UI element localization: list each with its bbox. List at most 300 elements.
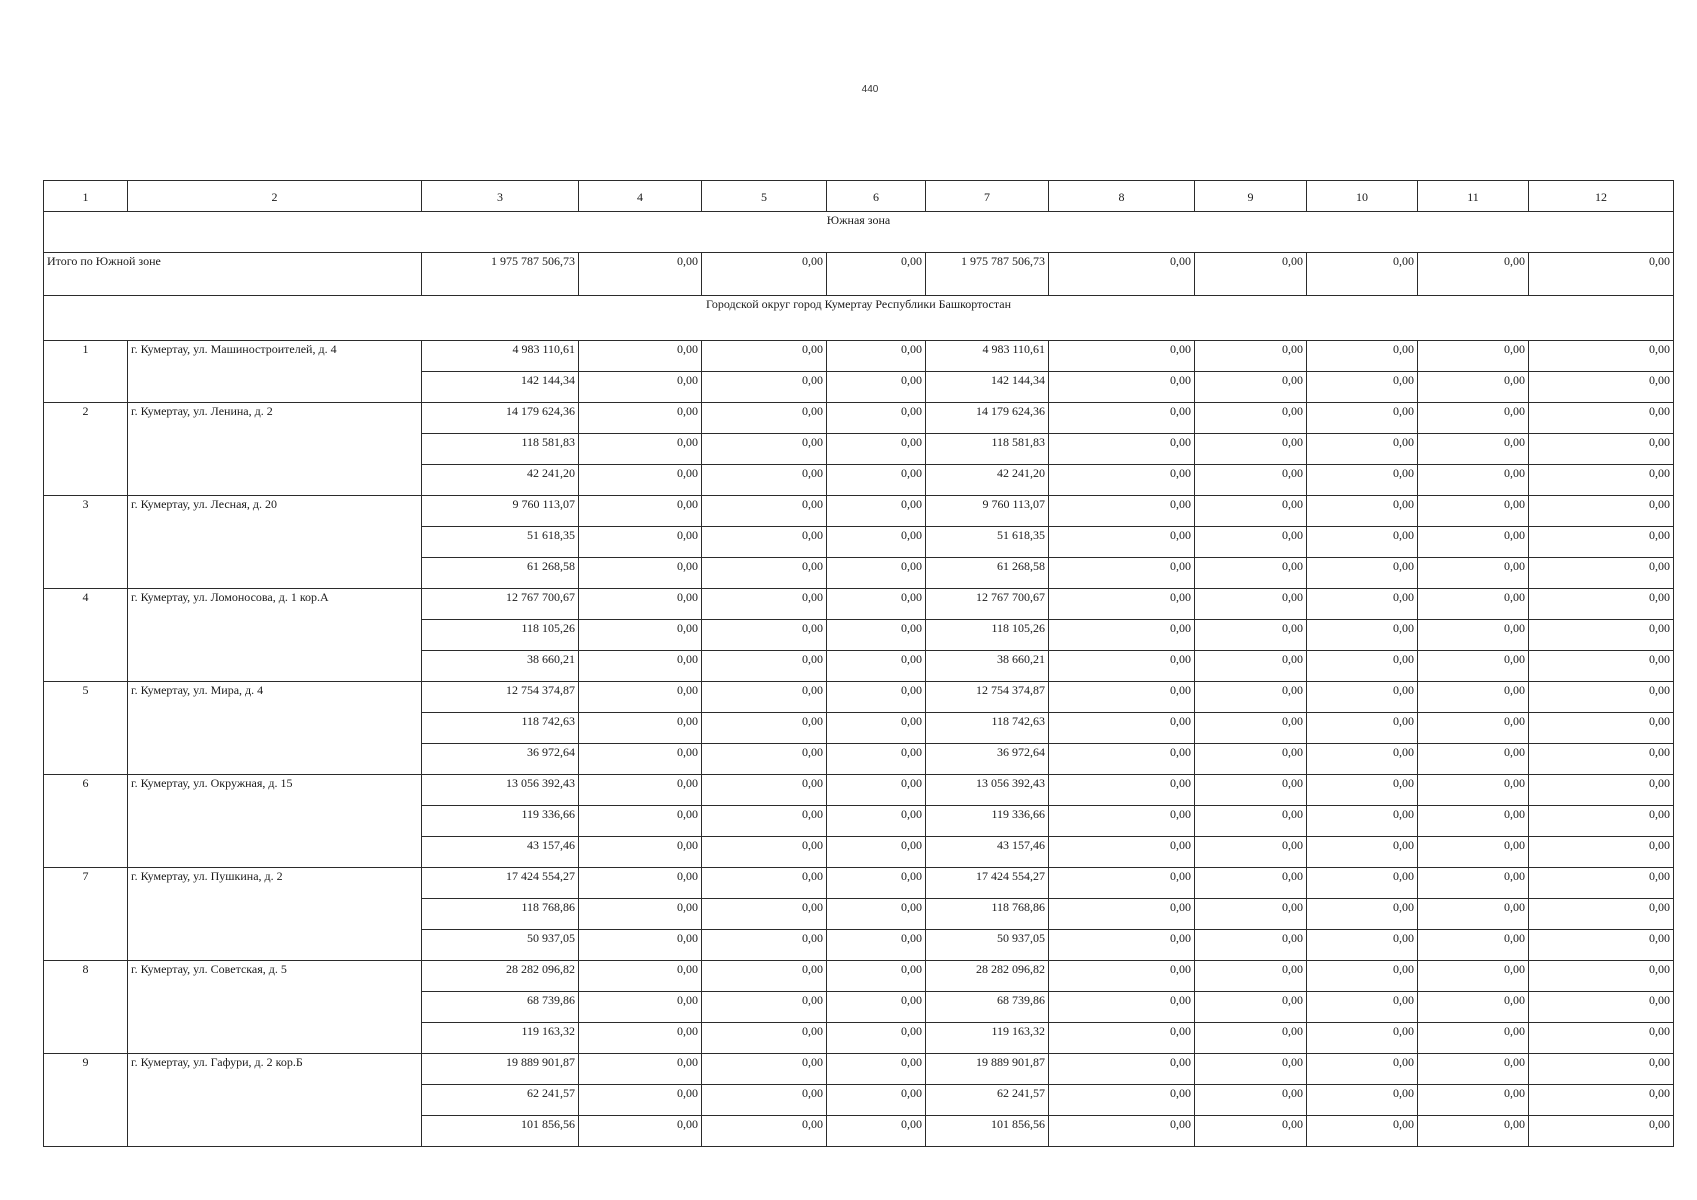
column-number-cell: 6 [827, 181, 926, 212]
value-cell: 0,00 [827, 868, 926, 899]
value-cell: 42 241,20 [926, 465, 1049, 496]
column-number-cell: 12 [1529, 181, 1674, 212]
value-cell: 28 282 096,82 [422, 961, 579, 992]
value-cell: 0,00 [1195, 1054, 1307, 1085]
value-cell: 0,00 [579, 806, 702, 837]
value-cell: 0,00 [1529, 992, 1674, 1023]
table-row [44, 496, 1674, 527]
value-cell: 0,00 [827, 1116, 926, 1147]
table-row [44, 1054, 1674, 1085]
value-cell: 0,00 [1049, 1023, 1195, 1054]
value-cell: 0,00 [1529, 1054, 1674, 1085]
value-cell: 0,00 [1049, 620, 1195, 651]
column-number-cell: 11 [1418, 181, 1529, 212]
value-cell: 0,00 [1195, 682, 1307, 713]
item-number: 5 [44, 682, 128, 775]
value-cell: 38 660,21 [926, 651, 1049, 682]
value-cell: 0,00 [827, 620, 926, 651]
value-cell: 0,00 [827, 341, 926, 372]
value-cell: 0,00 [579, 372, 702, 403]
value-cell: 0,00 [702, 558, 827, 589]
item-address: г. Кумертау, ул. Ленина, д. 2 [128, 403, 422, 496]
value-cell: 0,00 [1049, 589, 1195, 620]
value-cell: 0,00 [579, 899, 702, 930]
value-cell: 119 336,66 [422, 806, 579, 837]
value-cell: 62 241,57 [422, 1085, 579, 1116]
value-cell: 0,00 [702, 434, 827, 465]
value-cell: 0,00 [702, 868, 827, 899]
value-cell: 0,00 [1049, 434, 1195, 465]
value-cell: 0,00 [1418, 682, 1529, 713]
value-cell: 0,00 [1195, 899, 1307, 930]
value-cell: 0,00 [702, 837, 827, 868]
value-cell: 0,00 [579, 713, 702, 744]
column-number-cell: 8 [1049, 181, 1195, 212]
table-row [44, 403, 1674, 434]
zone-total-value: 0,00 [827, 253, 926, 296]
value-cell: 42 241,20 [422, 465, 579, 496]
value-cell: 0,00 [1195, 589, 1307, 620]
value-cell: 0,00 [827, 899, 926, 930]
value-cell: 0,00 [827, 961, 926, 992]
value-cell: 0,00 [1529, 465, 1674, 496]
value-cell: 0,00 [1195, 775, 1307, 806]
value-cell: 0,00 [1529, 341, 1674, 372]
value-cell: 0,00 [579, 527, 702, 558]
zone-title: Южная зона [44, 212, 1674, 253]
value-cell: 38 660,21 [422, 651, 579, 682]
value-cell: 0,00 [1529, 837, 1674, 868]
item-address: г. Кумертау, ул. Советская, д. 5 [128, 961, 422, 1054]
value-cell: 0,00 [1049, 806, 1195, 837]
value-cell: 142 144,34 [422, 372, 579, 403]
value-cell: 0,00 [1195, 992, 1307, 1023]
value-cell: 0,00 [702, 527, 827, 558]
value-cell: 0,00 [1529, 682, 1674, 713]
data-table [43, 180, 1674, 1147]
value-cell: 0,00 [702, 961, 827, 992]
value-cell: 0,00 [579, 589, 702, 620]
value-cell: 0,00 [579, 775, 702, 806]
value-cell: 0,00 [1418, 558, 1529, 589]
value-cell: 0,00 [827, 434, 926, 465]
zone-total-value: 0,00 [1529, 253, 1674, 296]
value-cell: 0,00 [1195, 1116, 1307, 1147]
value-cell: 12 754 374,87 [422, 682, 579, 713]
value-cell: 0,00 [579, 620, 702, 651]
value-cell: 0,00 [1195, 558, 1307, 589]
value-cell: 68 739,86 [926, 992, 1049, 1023]
value-cell: 0,00 [579, 930, 702, 961]
value-cell: 13 056 392,43 [422, 775, 579, 806]
value-cell: 0,00 [579, 682, 702, 713]
table-row [44, 775, 1674, 806]
value-cell: 0,00 [1418, 992, 1529, 1023]
value-cell: 0,00 [702, 1116, 827, 1147]
value-cell: 0,00 [702, 589, 827, 620]
value-cell: 0,00 [1307, 589, 1418, 620]
value-cell: 0,00 [1195, 1085, 1307, 1116]
value-cell: 0,00 [1049, 992, 1195, 1023]
value-cell: 0,00 [1307, 682, 1418, 713]
zone-title-row [44, 212, 1674, 253]
value-cell: 0,00 [1418, 496, 1529, 527]
value-cell: 0,00 [1418, 434, 1529, 465]
value-cell: 118 742,63 [422, 713, 579, 744]
value-cell: 0,00 [579, 837, 702, 868]
value-cell: 0,00 [1307, 1023, 1418, 1054]
value-cell: 0,00 [1529, 589, 1674, 620]
value-cell: 0,00 [1195, 496, 1307, 527]
value-cell: 0,00 [1307, 465, 1418, 496]
zone-total-value: 1 975 787 506,73 [422, 253, 579, 296]
item-address: г. Кумертау, ул. Гафури, д. 2 кор.Б [128, 1054, 422, 1147]
value-cell: 12 754 374,87 [926, 682, 1049, 713]
value-cell: 0,00 [1049, 465, 1195, 496]
value-cell: 0,00 [827, 744, 926, 775]
item-number: 3 [44, 496, 128, 589]
value-cell: 0,00 [827, 775, 926, 806]
value-cell: 0,00 [579, 465, 702, 496]
value-cell: 118 105,26 [926, 620, 1049, 651]
value-cell: 0,00 [1418, 403, 1529, 434]
value-cell: 0,00 [1418, 713, 1529, 744]
value-cell: 0,00 [827, 1023, 926, 1054]
value-cell: 0,00 [579, 744, 702, 775]
value-cell: 0,00 [1529, 899, 1674, 930]
value-cell: 0,00 [702, 682, 827, 713]
value-cell: 0,00 [1307, 868, 1418, 899]
value-cell: 0,00 [579, 434, 702, 465]
value-cell: 0,00 [1049, 651, 1195, 682]
table-row [44, 961, 1674, 992]
value-cell: 0,00 [1307, 1116, 1418, 1147]
column-number-cell: 5 [702, 181, 827, 212]
zone-total-value: 0,00 [702, 253, 827, 296]
value-cell: 0,00 [1307, 372, 1418, 403]
column-number-cell: 10 [1307, 181, 1418, 212]
value-cell: 17 424 554,27 [926, 868, 1049, 899]
value-cell: 0,00 [1418, 899, 1529, 930]
value-cell: 61 268,58 [422, 558, 579, 589]
zone-total-value: 0,00 [579, 253, 702, 296]
value-cell: 101 856,56 [422, 1116, 579, 1147]
value-cell: 0,00 [1195, 930, 1307, 961]
zone-total-value: 0,00 [1307, 253, 1418, 296]
value-cell: 0,00 [1307, 899, 1418, 930]
value-cell: 0,00 [1307, 961, 1418, 992]
value-cell: 0,00 [1307, 1085, 1418, 1116]
value-cell: 0,00 [579, 651, 702, 682]
value-cell: 118 581,83 [926, 434, 1049, 465]
value-cell: 0,00 [1049, 341, 1195, 372]
value-cell: 0,00 [1418, 961, 1529, 992]
value-cell: 0,00 [1529, 434, 1674, 465]
value-cell: 0,00 [702, 496, 827, 527]
value-cell: 0,00 [702, 775, 827, 806]
page-number: 440 [861, 84, 879, 95]
value-cell: 0,00 [1418, 372, 1529, 403]
value-cell: 0,00 [1418, 744, 1529, 775]
value-cell: 12 767 700,67 [926, 589, 1049, 620]
value-cell: 0,00 [1307, 434, 1418, 465]
value-cell: 0,00 [1307, 496, 1418, 527]
item-number: 9 [44, 1054, 128, 1147]
value-cell: 0,00 [1418, 651, 1529, 682]
table-body [44, 181, 1674, 1147]
item-address: г. Кумертау, ул. Ломоносова, д. 1 кор.А [128, 589, 422, 682]
value-cell: 43 157,46 [422, 837, 579, 868]
value-cell: 0,00 [1049, 961, 1195, 992]
value-cell: 0,00 [1529, 868, 1674, 899]
zone-total-row [44, 253, 1674, 296]
value-cell: 0,00 [1529, 403, 1674, 434]
value-cell: 0,00 [579, 496, 702, 527]
value-cell: 50 937,05 [422, 930, 579, 961]
value-cell: 0,00 [1529, 527, 1674, 558]
value-cell: 51 618,35 [422, 527, 579, 558]
value-cell: 0,00 [1418, 465, 1529, 496]
value-cell: 118 105,26 [422, 620, 579, 651]
table-row [44, 682, 1674, 713]
zone-total-value: 0,00 [1195, 253, 1307, 296]
value-cell: 0,00 [702, 806, 827, 837]
value-cell: 0,00 [1307, 930, 1418, 961]
value-cell: 0,00 [1529, 930, 1674, 961]
value-cell: 118 768,86 [926, 899, 1049, 930]
value-cell: 118 768,86 [422, 899, 579, 930]
value-cell: 0,00 [1529, 1085, 1674, 1116]
value-cell: 0,00 [1195, 403, 1307, 434]
item-number: 8 [44, 961, 128, 1054]
value-cell: 0,00 [827, 1085, 926, 1116]
value-cell: 0,00 [827, 372, 926, 403]
value-cell: 101 856,56 [926, 1116, 1049, 1147]
value-cell: 0,00 [1195, 465, 1307, 496]
value-cell: 0,00 [1307, 651, 1418, 682]
value-cell: 0,00 [827, 589, 926, 620]
value-cell: 51 618,35 [926, 527, 1049, 558]
value-cell: 0,00 [1049, 1085, 1195, 1116]
value-cell: 0,00 [1195, 651, 1307, 682]
value-cell: 0,00 [1307, 713, 1418, 744]
value-cell: 4 983 110,61 [422, 341, 579, 372]
value-cell: 119 336,66 [926, 806, 1049, 837]
value-cell: 0,00 [1529, 775, 1674, 806]
value-cell: 9 760 113,07 [926, 496, 1049, 527]
value-cell: 0,00 [1418, 1085, 1529, 1116]
value-cell: 0,00 [1418, 775, 1529, 806]
value-cell: 0,00 [1195, 837, 1307, 868]
value-cell: 0,00 [1049, 1116, 1195, 1147]
value-cell: 0,00 [1049, 496, 1195, 527]
value-cell: 0,00 [1307, 837, 1418, 868]
value-cell: 0,00 [1418, 1023, 1529, 1054]
okrug-title-row [44, 296, 1674, 341]
zone-total-value: 0,00 [1049, 253, 1195, 296]
value-cell: 0,00 [579, 1116, 702, 1147]
value-cell: 0,00 [827, 403, 926, 434]
value-cell: 0,00 [702, 341, 827, 372]
value-cell: 0,00 [1307, 744, 1418, 775]
value-cell: 43 157,46 [926, 837, 1049, 868]
value-cell: 0,00 [827, 527, 926, 558]
table-row [44, 341, 1674, 372]
value-cell: 0,00 [827, 713, 926, 744]
value-cell: 0,00 [1195, 341, 1307, 372]
value-cell: 0,00 [1418, 837, 1529, 868]
value-cell: 0,00 [827, 682, 926, 713]
value-cell: 0,00 [1049, 744, 1195, 775]
value-cell: 0,00 [702, 713, 827, 744]
value-cell: 0,00 [579, 1085, 702, 1116]
value-cell: 0,00 [1195, 868, 1307, 899]
value-cell: 4 983 110,61 [926, 341, 1049, 372]
value-cell: 0,00 [1049, 868, 1195, 899]
value-cell: 0,00 [702, 465, 827, 496]
value-cell: 0,00 [702, 992, 827, 1023]
item-number: 7 [44, 868, 128, 961]
item-number: 4 [44, 589, 128, 682]
value-cell: 0,00 [579, 868, 702, 899]
value-cell: 0,00 [1049, 372, 1195, 403]
value-cell: 0,00 [1307, 558, 1418, 589]
column-number-row [44, 181, 1674, 212]
okrug-title: Городской округ город Кумертау Республики Башкортостан [44, 296, 1674, 341]
value-cell: 0,00 [1529, 620, 1674, 651]
value-cell: 0,00 [1307, 527, 1418, 558]
value-cell: 0,00 [1529, 744, 1674, 775]
column-number-cell: 3 [422, 181, 579, 212]
value-cell: 0,00 [1049, 403, 1195, 434]
value-cell: 0,00 [1195, 806, 1307, 837]
column-number-cell: 7 [926, 181, 1049, 212]
value-cell: 0,00 [1418, 868, 1529, 899]
value-cell: 0,00 [1307, 1054, 1418, 1085]
value-cell: 0,00 [702, 1085, 827, 1116]
value-cell: 0,00 [1418, 1116, 1529, 1147]
value-cell: 0,00 [579, 558, 702, 589]
value-cell: 0,00 [702, 372, 827, 403]
value-cell: 0,00 [1529, 1116, 1674, 1147]
value-cell: 0,00 [702, 1054, 827, 1085]
value-cell: 36 972,64 [926, 744, 1049, 775]
value-cell: 28 282 096,82 [926, 961, 1049, 992]
value-cell: 68 739,86 [422, 992, 579, 1023]
value-cell: 0,00 [1307, 620, 1418, 651]
value-cell: 0,00 [1418, 341, 1529, 372]
value-cell: 9 760 113,07 [422, 496, 579, 527]
table-row [44, 589, 1674, 620]
value-cell: 0,00 [1307, 992, 1418, 1023]
value-cell: 0,00 [1195, 434, 1307, 465]
item-address: г. Кумертау, ул. Окружная, д. 15 [128, 775, 422, 868]
value-cell: 0,00 [579, 1054, 702, 1085]
value-cell: 0,00 [702, 744, 827, 775]
value-cell: 0,00 [702, 403, 827, 434]
column-number-cell: 4 [579, 181, 702, 212]
value-cell: 0,00 [579, 1023, 702, 1054]
value-cell: 0,00 [1418, 1054, 1529, 1085]
value-cell: 0,00 [827, 1054, 926, 1085]
value-cell: 0,00 [1049, 899, 1195, 930]
value-cell: 0,00 [1195, 744, 1307, 775]
value-cell: 0,00 [1049, 527, 1195, 558]
value-cell: 0,00 [1049, 930, 1195, 961]
value-cell: 0,00 [1195, 1023, 1307, 1054]
value-cell: 0,00 [1529, 372, 1674, 403]
value-cell: 142 144,34 [926, 372, 1049, 403]
value-cell: 12 767 700,67 [422, 589, 579, 620]
value-cell: 0,00 [1195, 620, 1307, 651]
item-number: 1 [44, 341, 128, 403]
value-cell: 0,00 [702, 651, 827, 682]
value-cell: 0,00 [1195, 527, 1307, 558]
value-cell: 19 889 901,87 [926, 1054, 1049, 1085]
value-cell: 0,00 [702, 930, 827, 961]
value-cell: 14 179 624,36 [422, 403, 579, 434]
value-cell: 0,00 [1418, 527, 1529, 558]
item-address: г. Кумертау, ул. Машиностроителей, д. 4 [128, 341, 422, 403]
value-cell: 0,00 [579, 341, 702, 372]
value-cell: 0,00 [827, 930, 926, 961]
item-address: г. Кумертау, ул. Мира, д. 4 [128, 682, 422, 775]
value-cell: 50 937,05 [926, 930, 1049, 961]
value-cell: 0,00 [1418, 620, 1529, 651]
value-cell: 17 424 554,27 [422, 868, 579, 899]
zone-total-value: 1 975 787 506,73 [926, 253, 1049, 296]
value-cell: 0,00 [1049, 713, 1195, 744]
value-cell: 0,00 [827, 837, 926, 868]
value-cell: 0,00 [579, 961, 702, 992]
value-cell: 0,00 [579, 992, 702, 1023]
value-cell: 119 163,32 [926, 1023, 1049, 1054]
value-cell: 0,00 [702, 1023, 827, 1054]
value-cell: 0,00 [1529, 806, 1674, 837]
item-number: 6 [44, 775, 128, 868]
value-cell: 0,00 [1529, 651, 1674, 682]
value-cell: 0,00 [827, 651, 926, 682]
value-cell: 62 241,57 [926, 1085, 1049, 1116]
value-cell: 0,00 [1529, 961, 1674, 992]
value-cell: 61 268,58 [926, 558, 1049, 589]
value-cell: 0,00 [1049, 558, 1195, 589]
value-cell: 118 742,63 [926, 713, 1049, 744]
value-cell: 0,00 [702, 899, 827, 930]
zone-total-label: Итого по Южной зоне [44, 253, 422, 296]
value-cell: 0,00 [1195, 713, 1307, 744]
value-cell: 0,00 [702, 620, 827, 651]
value-cell: 0,00 [1529, 1023, 1674, 1054]
value-cell: 0,00 [1307, 403, 1418, 434]
value-cell: 36 972,64 [422, 744, 579, 775]
value-cell: 118 581,83 [422, 434, 579, 465]
value-cell: 0,00 [1195, 372, 1307, 403]
value-cell: 0,00 [1529, 713, 1674, 744]
value-cell: 0,00 [1049, 775, 1195, 806]
value-cell: 0,00 [1418, 930, 1529, 961]
value-cell: 0,00 [827, 806, 926, 837]
value-cell: 0,00 [1049, 837, 1195, 868]
value-cell: 0,00 [579, 403, 702, 434]
value-cell: 0,00 [1418, 589, 1529, 620]
value-cell: 0,00 [1049, 1054, 1195, 1085]
value-cell: 0,00 [827, 465, 926, 496]
value-cell: 0,00 [1529, 558, 1674, 589]
item-number: 2 [44, 403, 128, 496]
value-cell: 0,00 [1307, 775, 1418, 806]
value-cell: 0,00 [1307, 806, 1418, 837]
